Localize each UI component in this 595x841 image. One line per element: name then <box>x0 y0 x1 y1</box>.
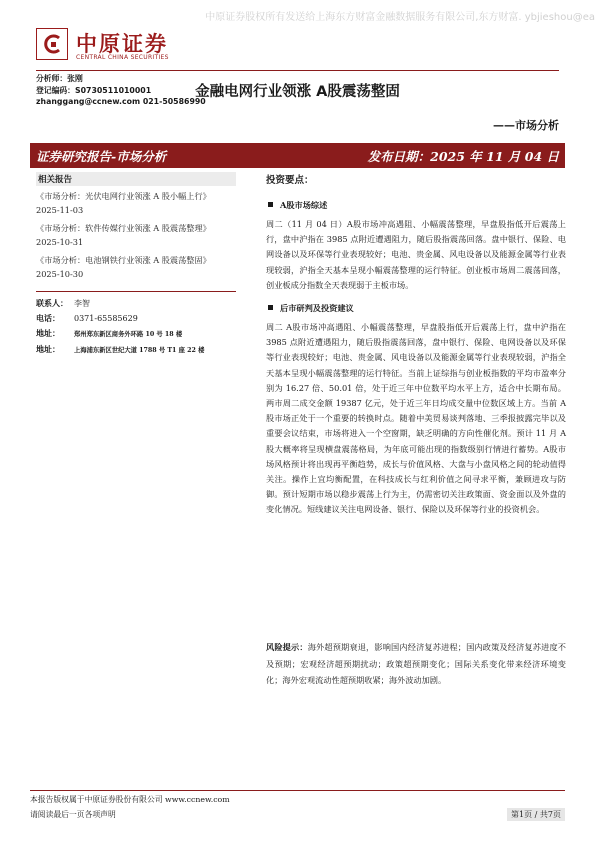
copyright-notice: 本报告版权属于中原证券股份有限公司 www.ccnew.com <box>30 795 230 804</box>
left-column <box>36 172 236 358</box>
contact-person-label: 联系人： <box>36 298 68 308</box>
divider <box>36 291 236 292</box>
watermark-text: 中原证券股权所有发送给上海东方财富金融数据服务有限公司,东方财富. ybjieshou@ea <box>205 12 595 23</box>
outlook-text: 周二 A股市场冲高遇阻、小幅震荡整理，早盘股指低开后震荡上行，盘中沪指在 3985 点附近遭遇阻力，随后股指震荡回落，盘中银行、保险、电网设备以及环保等行业表现较好；电池、贵金属、风电设备以及能源金属等行业表现较弱，沪指全天基本呈现小幅震荡整理的运行特征。当前上证综指与创业板指数的平均市盈率分别为 16.27 倍、50.01 倍，处于近三年中位数平均水平上方，适合中长期布局。两市周二成交金额 19387 亿元，处于近三年日均成交量中位数区域上方。当前 A股市场正处于一个重要的转换时点。随着中美贸易谈判落地、三季报披露完毕以及重要会议结束，市场将进入一个空窗期，缺乏明确的方向性催化剂。预计 11 月 A股大概率将呈现横盘震荡格局，为年底可能出现的指数级别行情进行蓄势。A股市场风格预计将出现再平衡趋势，成长与价值风格、大盘与小盘风格之间的轮动值得关注。操作上宜均衡配置，在科技成长与红利价值之间寻求平衡，兼顾进攻与防御。预计短期市场以稳步震荡上行为主，仍需密切关注政策面、资金面以及外盘的变化情况。短线建议关注电网设备、银行、保险以及环保等行业的投资机会。 <box>266 322 566 515</box>
logo-chinese-name: 中原证券 <box>76 32 168 56</box>
section-heading <box>266 303 566 314</box>
section1-title: A股市场综述 <box>280 200 328 210</box>
phone-label: 电话： <box>36 313 60 323</box>
analyst-contact: zhanggang@ccnew.com 021-50586990 <box>36 97 206 106</box>
report-subtitle: ——市场分析 <box>493 119 559 132</box>
footer-rule <box>30 790 565 791</box>
logo-english-name: CENTRAL CHINA SECURITIES <box>76 54 169 61</box>
section2-title: 后市研判及投资建议 <box>280 303 354 314</box>
related-report-link[interactable]: 《市场分析：软件传媒行业领涨 A 股震荡整理》 2025-10-31 <box>36 223 211 247</box>
page-number: 第1页 / 共7页 <box>507 808 565 821</box>
right-column <box>266 172 566 518</box>
publish-date: 发布日期：2025 年 11 月 04 日 <box>367 149 559 164</box>
address-label: 地址： <box>36 344 60 354</box>
related-reports-heading: 相关报告 <box>36 172 236 186</box>
logo-emblem <box>36 28 68 60</box>
company-logo <box>36 28 192 68</box>
report-title: 金融电网行业领涨 A股震荡整固 <box>195 84 400 100</box>
risk-text: 海外超预期衰退，影响国内经济复苏进程；国内政策及经济复苏进度不及预期；宏观经济超预期扰动；政策超预期变化；国际关系变化带来经济环境变化；海外宏观流动性超预期收紧；海外波动加剧。 <box>266 642 566 685</box>
analyst-registration: 登记编码：S0730511010001 <box>36 85 152 95</box>
related-report-link[interactable]: 《市场分析：电池钢铁行业领涨 A 股震荡整固》 2025-10-30 <box>36 255 211 279</box>
investment-highlights-heading: 投资要点： <box>266 175 314 186</box>
analyst-name: 分析师：张刚 <box>36 74 83 83</box>
bullet-square-icon <box>268 202 273 207</box>
section-heading <box>266 200 566 211</box>
report-type: 证券研究报告-市场分析 <box>36 149 167 164</box>
address-label: 地址： <box>36 328 60 338</box>
contact-block <box>36 296 236 358</box>
disclaimer-notice: 请阅读最后一页各项声明 <box>30 810 116 819</box>
related-report-link[interactable]: 《市场分析：光伏电网行业领涨 A 股小幅上行》 2025-11-03 <box>36 191 211 215</box>
logo-c-icon <box>42 33 64 55</box>
header-rule <box>36 70 559 71</box>
risk-label: 风险提示： <box>266 642 308 652</box>
bullet-square-icon <box>268 305 273 310</box>
risk-warning <box>266 639 566 689</box>
market-summary-text: 周二（11 月 04 日）A股市场冲高遇阻、小幅震荡整理，早盘股指低开后震荡上行，盘中沪指在 3985 点附近遭遇阻力，随后股指震荡回落。盘中银行、保险、电网设备以及环保等行业表现较好；电池、贵金属、风电设备以及能源金属等行业表现较弱，沪指全天基本呈现小幅震荡整理的运行特征。创业板市场周二震荡回落，创业板成分指数全天表现弱于主板市场。 <box>266 219 566 290</box>
phone-number: 0371-65585629 <box>74 314 138 323</box>
address-zhengzhou: 郑州郑东新区商务外环路 10 号 18 楼 <box>74 331 183 338</box>
address-shanghai: 上海浦东新区世纪大道 1788 号 T1 座 22 楼 <box>74 347 205 354</box>
contact-person: 李智 <box>74 299 90 308</box>
report-banner <box>30 143 565 168</box>
